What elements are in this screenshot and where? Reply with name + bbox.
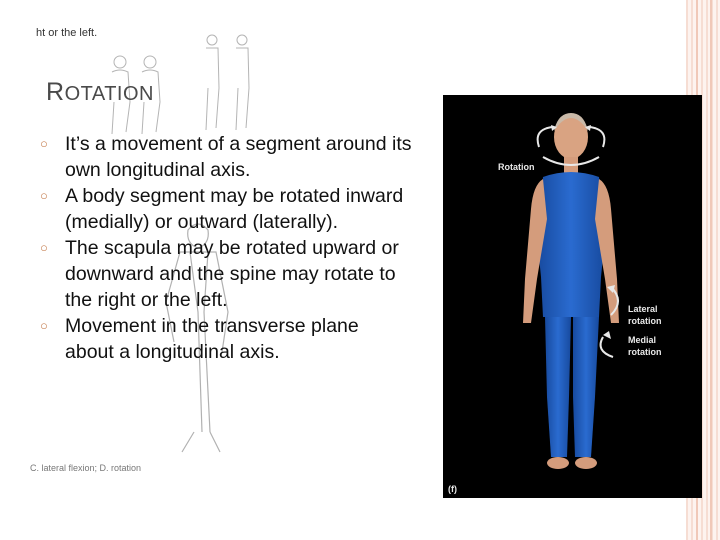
title-first-letter: R bbox=[46, 78, 65, 106]
bullet-text: A body segment may be rotated inward (medially) or outward (laterally). bbox=[65, 185, 404, 233]
ring-bullet-icon: ○ bbox=[40, 188, 48, 203]
background-text-fragment: ht or the left. bbox=[36, 27, 98, 39]
medial-rotation-label-line2: rotation bbox=[628, 347, 662, 357]
bullet-text: It’s a movement of a segment around its own longitudinal axis. bbox=[65, 133, 412, 181]
medial-rotation-arrow-icon bbox=[601, 337, 613, 357]
ring-bullet-icon: ○ bbox=[40, 136, 48, 151]
slide-title bbox=[46, 78, 154, 107]
bullet-item bbox=[40, 235, 412, 313]
rotation-label: Rotation bbox=[498, 162, 535, 172]
ring-bullet-icon: ○ bbox=[40, 240, 48, 255]
bullet-list bbox=[40, 131, 412, 365]
title-rest: OTATION bbox=[64, 83, 154, 105]
torso-shape bbox=[537, 172, 605, 317]
rotation-figure-graphic bbox=[443, 95, 702, 498]
bullet-item bbox=[40, 131, 412, 183]
rotation-photo bbox=[443, 95, 702, 498]
legs-shape bbox=[545, 317, 571, 457]
bullet-item bbox=[40, 313, 412, 365]
lateral-rotation-label-line1: Lateral bbox=[628, 304, 658, 314]
panel-label: (f) bbox=[448, 484, 457, 494]
bullet-text: Movement in the transverse plane about a longitudinal axis. bbox=[65, 315, 359, 363]
rotation-arrow-icon bbox=[538, 127, 553, 147]
medial-rotation-label-line1: Medial bbox=[628, 335, 657, 345]
lateral-rotation-label-line2: rotation bbox=[628, 316, 662, 326]
ring-bullet-icon: ○ bbox=[40, 318, 48, 333]
bullet-item bbox=[40, 183, 412, 235]
bullet-text: The scapula may be rotated upward or downward and the spine may rotate to the right or the left. bbox=[65, 237, 399, 311]
background-caption-fragment: C. lateral flexion; D. rotation bbox=[30, 463, 142, 473]
